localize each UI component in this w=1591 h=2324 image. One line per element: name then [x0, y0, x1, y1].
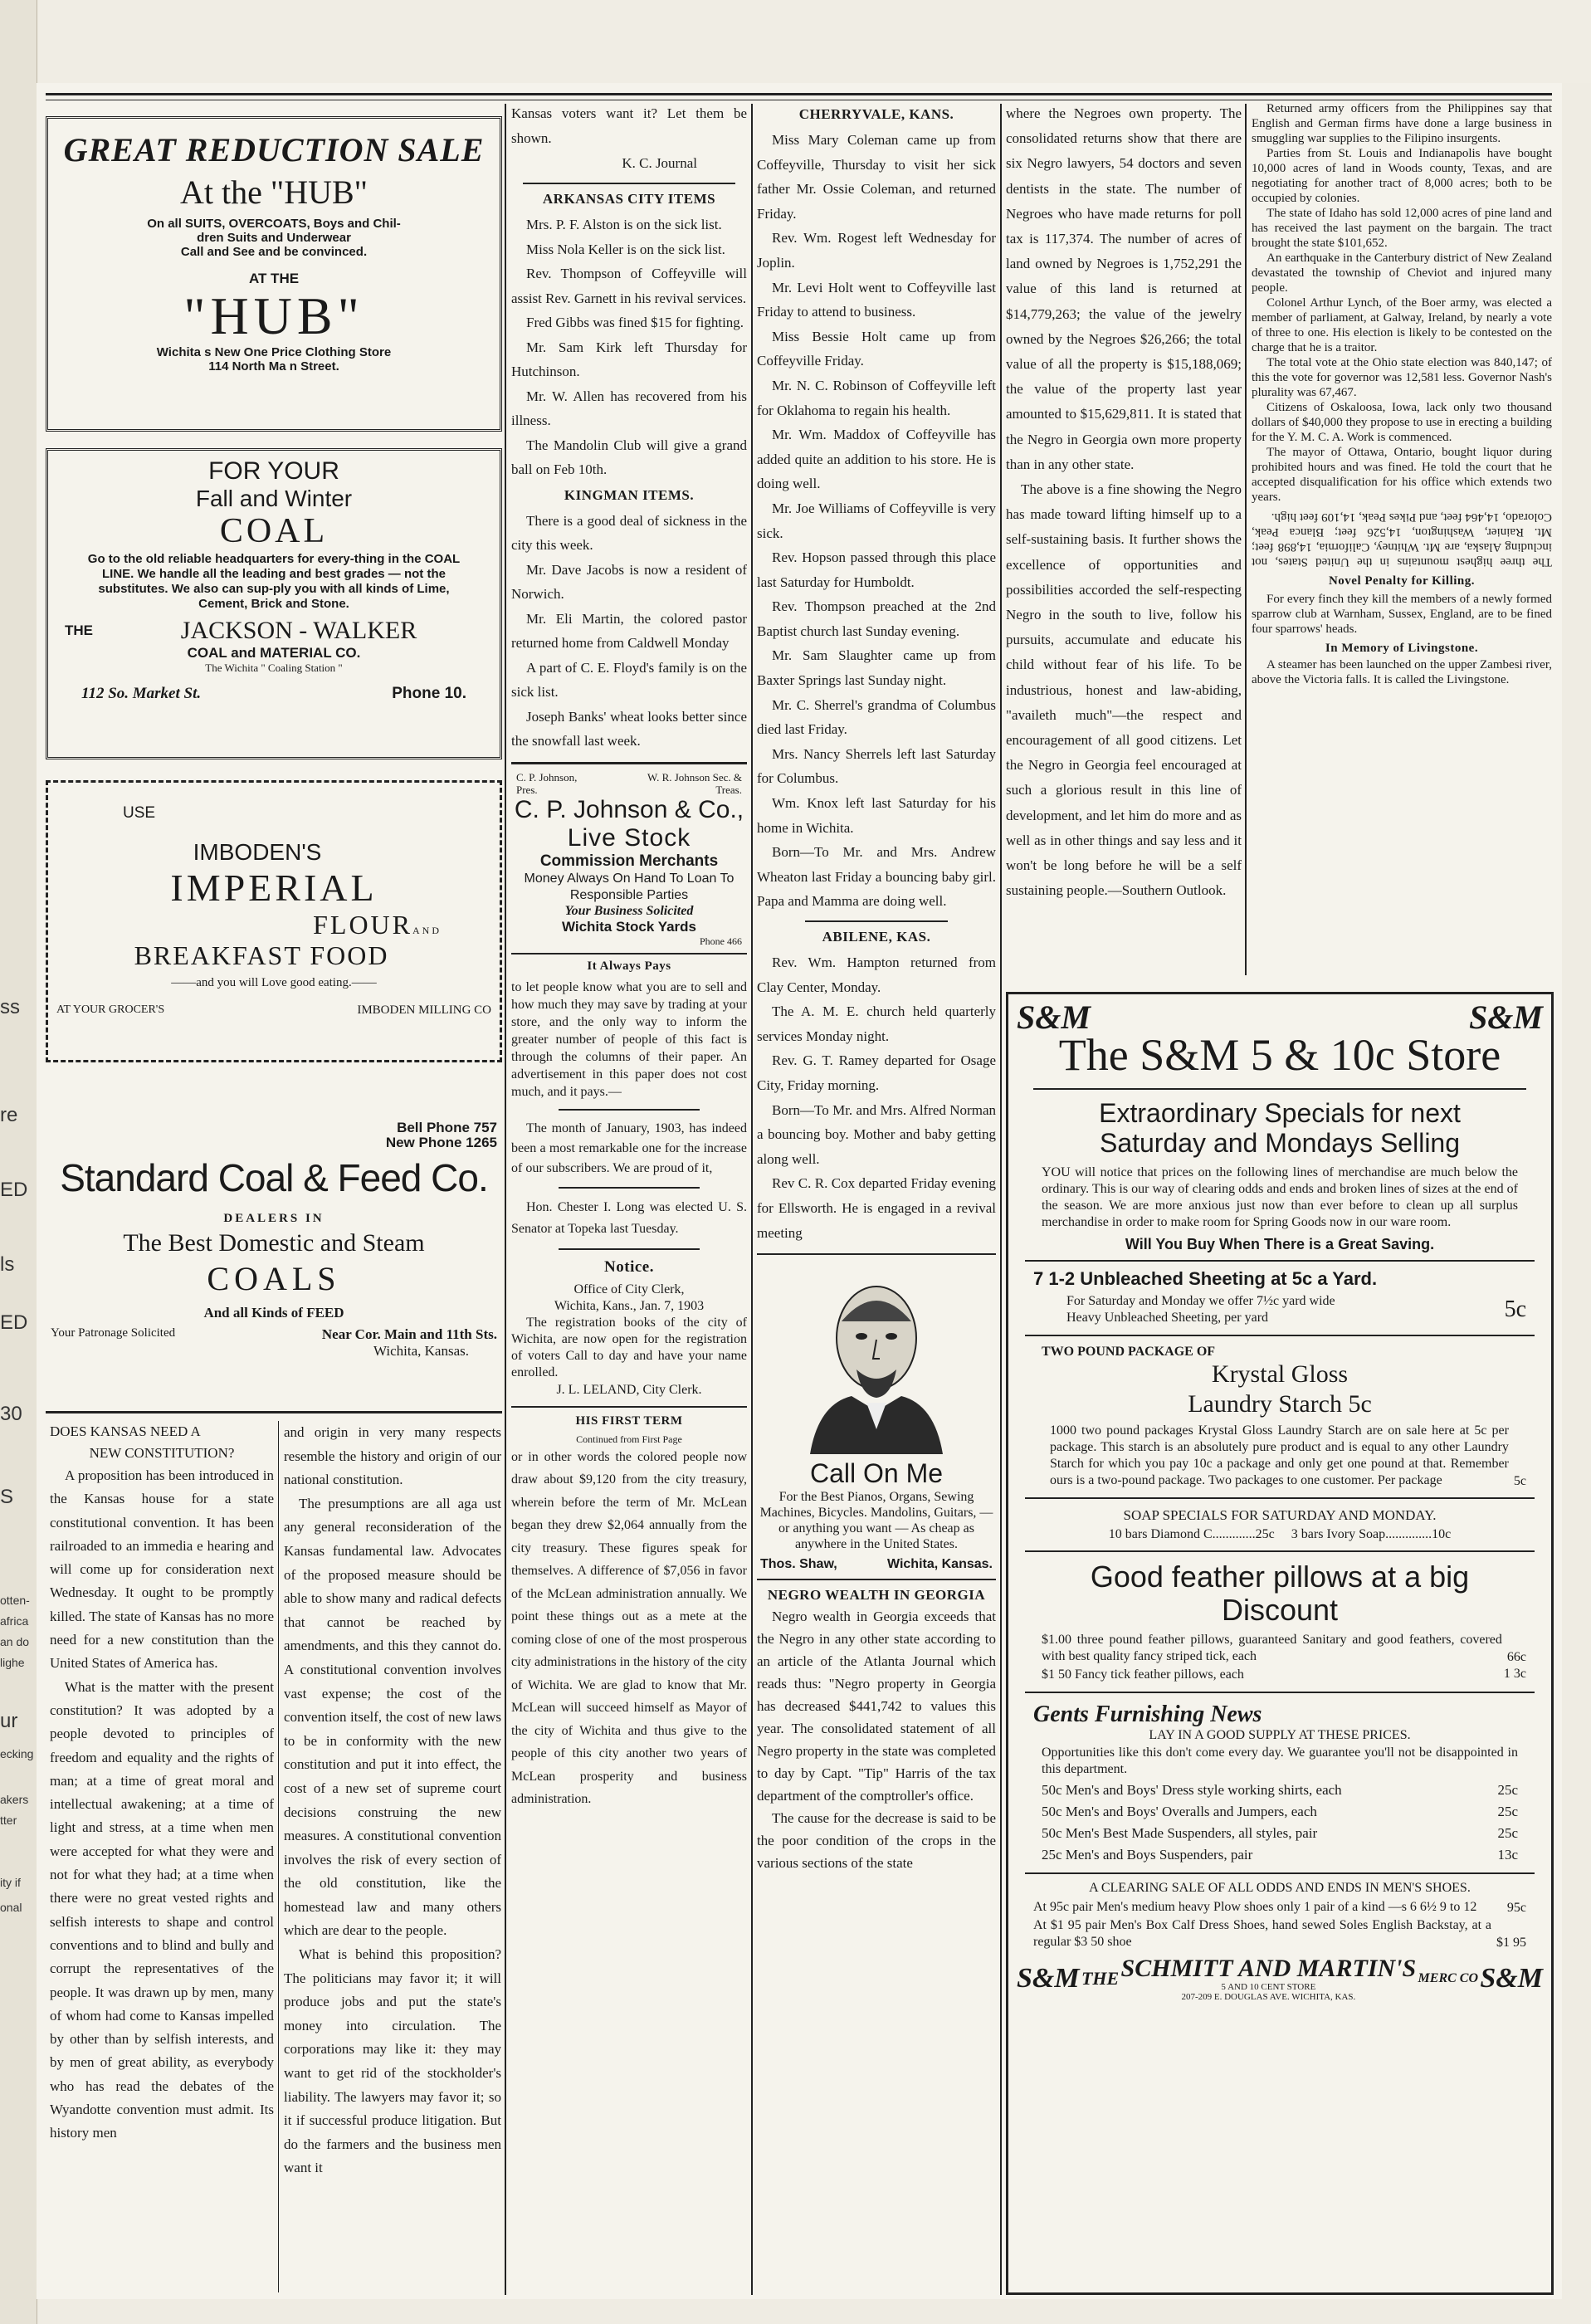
footer-merc: MERC CO: [1418, 1971, 1479, 1985]
news-brief-item: Citizens of Oskaloosa, Iowa, lack only two thousand dollars of $40,000 they propose to use in erecting a building for the Y. M. C. A. Work is commenced.: [1252, 401, 1552, 444]
gents-item: [1033, 1780, 1526, 1801]
abilene-item: Born—To Mr. and Mrs. Alfred Norman a bouncing boy. Mother and baby getting along well.: [757, 1101, 996, 1167]
kingman-heading: KINGMAN ITEMS.: [564, 486, 695, 503]
article-head2: NEW CONSTITUTION?: [89, 1445, 235, 1461]
standard-address: Near Cor. Main and 11th Sts.: [321, 1326, 497, 1342]
coal-station: The Wichita " Coaling Station ": [205, 662, 343, 674]
cherryvale-item: Miss Bessie Holt came up from Coffeyville Friday.: [757, 328, 996, 369]
edge-fragment: ur: [0, 1710, 18, 1732]
hub-line3: Call and See and be convinced.: [180, 245, 368, 259]
edge-fragment: S: [0, 1486, 14, 1508]
news-brief-item: An earthquake in the Canterbury district of New Zealand devastated the township of Cheviot and injured many people.: [1252, 251, 1552, 295]
cherryvale-item: Mr. C. Sherrel's grandma of Columbus died last Friday.: [757, 696, 996, 738]
gents-item-text: 25c Men's and Boys Suspenders, pair: [1042, 1847, 1253, 1863]
notice-body: The registration books of the city of Wichita, are now open for the registration of voters Call to day and have your name enrolled.: [511, 1315, 747, 1379]
standard-dealers: DEALERS IN: [223, 1212, 325, 1225]
coal-phone: Phone 10.: [392, 685, 466, 702]
gents-item: [1033, 1844, 1526, 1866]
sheet-price: 5c: [1504, 1296, 1526, 1322]
cherryvale-item: Rev. Hopson passed through this place last Saturday for Humboldt.: [757, 549, 996, 590]
flour-tagline: ——and you will Love good eating.——: [171, 976, 377, 989]
standard-coals: COALS: [207, 1260, 341, 1297]
gents-item: [1033, 1801, 1526, 1823]
livingstone-text: A steamer has been launched on the upper Zambesi river, above the Victoria falls. It is called the Livingstone.: [1252, 658, 1552, 686]
shaw-call: Call On Me: [809, 1458, 944, 1489]
cherryvale-item: Mrs. Nancy Sherrels left last Saturday for Columbus.: [757, 745, 996, 787]
sheet-line2: Heavy Unbleached Sheeting, per yard: [1066, 1311, 1269, 1325]
live-name: C. P. Johnson & Co.,: [514, 795, 744, 823]
article-paragraph-2: What is the matter with the present constitution? It was adopted by a people devoted to principles of freedom and equality and the rights of man; at a time of great moral and intellectual awakening; at a time of light and stress, at a time when men were accepted for what they were and not for what they had; at a time when there were no great vested rights and selfish interests to shape and control conventions and to blind and bully and corrupt the representatives of the people. It was drawn up by men, many of whom had come to Kansas impelled by other than by selfish interests, and by men of great ability, as everybody who has read the debates of the Wyandotte convention must admit. Its history men: [50, 1678, 274, 2141]
live-money: Money Always On Hand To Loan To Responsible Parties: [524, 871, 734, 902]
hub-store: Wichita s New One Price Clothing Store: [156, 345, 392, 359]
footer-badge-left: S&M: [1017, 1963, 1080, 1994]
coal-fall-winter: Fall and Winter: [195, 486, 353, 511]
cherryvale-item: Mr. Wm. Maddox of Coffeyville has added quite an addition to his store. He is doing well.: [757, 427, 996, 492]
article-top-rule: [46, 1411, 502, 1413]
gents-item-price: 25c: [1497, 1782, 1518, 1798]
flour-grocer: AT YOUR GROCER'S: [56, 1003, 165, 1016]
imboden-flour-ad: [46, 780, 502, 1062]
wealth-heading: NEGRO WEALTH IN GEORGIA: [767, 1587, 986, 1604]
gents-item-text: 50c Men's and Boys' Overalls and Jumpers, each: [1042, 1804, 1317, 1819]
edge-fragment: africa: [0, 1614, 29, 1628]
gents-item-text: 50c Men's Best Made Suspenders, all styles, pair: [1042, 1825, 1318, 1841]
sm-title: The S&M 5 & 10c Store: [1058, 1030, 1501, 1080]
footer-badge-right: S&M: [1480, 1963, 1543, 1994]
term-text: or in other words the colored people now draw about $9,120 from the city treasury, wherein before the term of Mr. McLean began they drew $2,064 annually from the city treasury. These figures speak for themselves. A difference of $7,056 in favor of the McLean administration annually. We point these things out as a mete at the coming close of one of the most prosperous city administrations in the history of the city of Wichita. We are glad to know that Mr. McLean will succeed himself as Mayor of the city of Wichita and thus give to the people of this city another two years of McLean prosperity and business administration.: [511, 1449, 747, 1806]
sm-badge-right: S&M: [1469, 998, 1543, 1036]
cherryvale-item: Born—To Mr. and Mrs. Andrew Wheaton last Friday a bouncing baby girl. Papa and Mamma are doing well.: [757, 844, 996, 910]
arkansas-item: Rev. Thompson of Coffeyville will assist Rev. Garnett in his revival services.: [511, 266, 747, 306]
term-continued: Continued from First Page: [576, 1433, 682, 1445]
flour-flour: FLOUR: [313, 910, 412, 940]
live-pres: C. P. Johnson, Pres.: [516, 770, 578, 796]
column-georgia-continued: [1006, 101, 1242, 981]
gents-body: Opportunities like this don't come every day. We guarantee you'll not be disappointed in this department.: [1042, 1745, 1518, 1776]
column-news-briefs: [1252, 101, 1552, 981]
live-stock: Live Stock: [567, 823, 691, 852]
cherryvale-heading: CHERRYVALE, KANS.: [798, 106, 954, 122]
arkansas-city-heading: ARKANSAS CITY ITEMS: [542, 191, 716, 207]
article-kansas-continued: [284, 1421, 501, 2180]
sm-buy: Will You Buy When There is a Great Saving.: [1125, 1236, 1435, 1252]
kingman-item: Joseph Banks' wheat looks better since the snowfall last week.: [511, 708, 747, 749]
news-brief-item: Parties from St. Louis and Indianapolis have bought 10,000 acres of land in Woods county, Texas, and are negotiating for another tract of 8,000 acres; both to be occupied by colonies.: [1252, 147, 1552, 205]
notice-sig: J. L. LELAND, City Clerk.: [556, 1382, 702, 1397]
starch-price-line: Laundry Starch 5c: [1188, 1390, 1372, 1418]
sm-extra2: Saturday and Mondays Selling: [1099, 1128, 1461, 1158]
arkansas-city-list: [511, 212, 747, 482]
kc-journal-sig: K. C. Journal: [622, 155, 697, 171]
kingman-item: A part of C. E. Floyd's family is on the sick list.: [511, 659, 747, 700]
hub-ad: [46, 116, 502, 432]
article-head1: DOES KANSAS NEED A: [50, 1423, 201, 1439]
cherryvale-item: Rev. Thompson preached at the 2nd Baptist church last Sunday evening.: [757, 598, 996, 639]
news-brief-item: The total vote at the Ohio state election was 840,147; of this the vote for governor was 12,581 less. Governor Nash's plurality was 67,467.: [1252, 356, 1552, 399]
cherryvale-item: Rev. Wm. Rogest left Wednesday for Joplin.: [757, 230, 996, 271]
pays-heading: It Always Pays: [587, 959, 671, 973]
pillow-b: $1 50 Fancy tick feather pillows, each: [1042, 1667, 1244, 1682]
column-rule-4: [1245, 104, 1247, 975]
edge-fragment: ls: [0, 1253, 15, 1276]
coal-company-sub: COAL and MATERIAL CO.: [187, 645, 361, 661]
soap-item-2: 3 bars Ivory Soap..............10c: [1291, 1527, 1452, 1541]
starch-body: 1000 two pound packages Krystal Gloss Laundry Starch are on sale here at 5c per package. This starch is an absolutely pure product and is equal to any other Laundry Starch for which you pay 10c a package and only get one pound at that. Remember ours is a two-pound package. Two packages to one customer. Per package: [1050, 1423, 1509, 1487]
notice-heading: Notice.: [604, 1257, 654, 1276]
gents-sub: LAY IN A GOOD SUPPLY AT THESE PRICES.: [1149, 1728, 1411, 1742]
live-solicited: Your Business Solicited: [564, 903, 694, 918]
kingman-item: Mr. Eli Martin, the colored pastor returned home from Caldwell Monday: [511, 610, 747, 651]
starch-name: Krystal Gloss: [1211, 1360, 1349, 1388]
article-kansas-constitution: [50, 1421, 274, 2146]
live-commission: Commission Merchants: [539, 852, 719, 870]
georgia-paragraph-1: where the Negroes own property. The consolidated returns show that there are six Negro lawyers, 54 doctors and seven dentists in the state. The number of Negroes who have made returns for poll tax is 117,374. The number of acres of land owned by Negroes is 1,752,291 the value of this land is returned at $14,779,263; the value of the jewelry owned by the Negroes $26,266; the total value of all the property is $15,188,069; the value of the property last year amounted to $15,629,811. It is stated that the Negro in Georgia own more property than in any other state.: [1006, 105, 1242, 472]
article-split-rule: [278, 1421, 279, 2292]
shoes-a-price: 95c: [1506, 1901, 1526, 1915]
long-text: Hon. Chester I. Long was elected U. S. Senator at Topeka last Tuesday.: [511, 1199, 747, 1236]
shaw-ad: [757, 1263, 996, 1572]
pillow-heading2: Discount: [1221, 1593, 1339, 1627]
edge-fragment: akers: [0, 1793, 29, 1806]
flour-and: AND: [412, 925, 442, 936]
coal-for-your: FOR YOUR: [208, 457, 339, 485]
cherryvale-item: Wm. Knox left last Saturday for his home in Wichita.: [757, 795, 996, 836]
flour-mill: IMBODEN MILLING CO: [357, 1003, 491, 1017]
novel-heading: Novel Penalty for Killing.: [1328, 574, 1476, 588]
hub-line2: dren Suits and Underwear: [197, 231, 351, 245]
gents-item-price: 13c: [1497, 1847, 1518, 1863]
col2-paragraph-1: and origin in very many respects resemble the history and origin of our national constitution.: [284, 1424, 501, 1488]
edge-fragment: lighe: [0, 1656, 25, 1669]
gents-item-text: 50c Men's and Boys' Dress style working shirts, each: [1042, 1782, 1342, 1798]
wealth-text-2: The cause for the decrease is said to be the poor condition of the crops in the various sections of the state: [757, 1810, 996, 1872]
left-page-edge: [0, 0, 37, 2324]
edge-fragment: tter: [0, 1814, 17, 1827]
starch-heading: TWO POUND PACKAGE OF: [1042, 1345, 1216, 1359]
edge-fragment: 30: [0, 1403, 22, 1425]
news-brief-item: Returned army officers from the Philippines say that English and German firms have done a large business in smuggling war supplies to the Filipino insurgents.: [1252, 102, 1552, 145]
gents-item-price: 25c: [1497, 1825, 1518, 1841]
live-phone: Phone 466: [700, 935, 742, 947]
edge-fragment: an do: [0, 1635, 30, 1648]
news-brief-item: Colonel Arthur Lynch, of the Boer army, was elected a member of parliament, at Galway, Ireland, by nearly a vote of three to one. His election is likely to be contested on the charge that he is a traitor.: [1252, 296, 1552, 354]
col2-paragraph-2: The presumptions are all aga ust any general reconsideration of the Kansas fundamental law. Advocates of the proposed measure should be able to show many and radical defects that cannot be reached by amendments, and this they cannot do. A constitutional convention involves vast expense; the cost of the convention itself, the cost of new laws to be in conformity with the new constitution and put it into effect, the cost of a new set of supreme court decisions construing the new measures. A constitutional convention involves the risk of every section of the old constitution, like the homestead law and many others which are dear to the people.: [284, 1495, 501, 1939]
standard-coal-ad: [46, 1120, 502, 1378]
edge-fragment: onal: [0, 1901, 22, 1914]
january-text: The month of January, 1903, has indeed been a most remarkable one for the increase of our subscribers. We are proud of it,: [511, 1120, 747, 1175]
kingman-item: Mr. Dave Jacobs is now a resident of Norwich.: [511, 561, 747, 602]
edge-fragment: ecking: [0, 1747, 34, 1760]
edge-fragment: ED: [0, 1179, 28, 1201]
column-rule-2: [751, 104, 753, 2295]
shaw-name: Thos. Shaw,: [760, 1557, 837, 1572]
coal-company-name: JACKSON - WALKER: [180, 617, 417, 644]
coal-heading: COAL: [219, 512, 329, 550]
flour-brand: IMBODEN'S: [193, 839, 322, 865]
hub-title: GREAT REDUCTION SALE: [63, 131, 485, 168]
hub-line1: On all SUITS, OVERCOATS, Boys and Chil-: [147, 217, 401, 231]
abilene-heading: ABILENE, KAS.: [822, 929, 931, 945]
news-brief-item: The state of Idaho has sold 12,000 acres of pine land and has received the last payment on the bargain. The tract brought the state $101,652.: [1252, 207, 1552, 250]
arkansas-item: The Mandolin Club will give a grand ball on Feb 10th.: [511, 437, 747, 477]
news-brief-list: [1252, 101, 1552, 505]
abilene-item: The A. M. E. church held quarterly services Monday night.: [757, 1003, 996, 1044]
flour-imperial: IMPERIAL: [170, 867, 378, 909]
top-rule: [46, 93, 1552, 95]
shoes-heading: A CLEARING SALE OF ALL ODDS AND ENDS IN MEN'S SHOES.: [1089, 1881, 1471, 1895]
notice-line1: Office of City Clerk,: [573, 1282, 685, 1296]
live-yards: Wichita Stock Yards: [561, 918, 697, 935]
edge-fragment: ity if: [0, 1876, 21, 1889]
cherryvale-item: Mr. Sam Slaughter came up from Baxter Springs last Sunday night.: [757, 647, 996, 689]
column-kansas-items: [511, 101, 747, 1811]
arkansas-item: Mr. W. Allen has recovered from his illness.: [511, 388, 747, 428]
soap-heading: SOAP SPECIALS FOR SATURDAY AND MONDAY.: [1123, 1507, 1437, 1523]
gents-items: [1008, 1780, 1551, 1866]
standard-city: Wichita, Kansas.: [373, 1343, 469, 1359]
hub-subtitle: At the "HUB": [180, 173, 368, 211]
column-rule-3: [1000, 104, 1002, 2295]
standard-best: The Best Domestic and Steam: [123, 1229, 425, 1257]
footer-the: THE: [1081, 1968, 1120, 1989]
wealth-text: Negro wealth in Georgia exceeds that the Negro in any other state according to an article of the Atlanta Journal which reads thus: "Negro property in Georgia has decreased $441,742 to values this year. The consolidated statement of all Negro property in the state was completed to day by Capt. "Tip" Harris of the tax department of the comptroller's office.: [757, 1609, 996, 1804]
flour-breakfast: BREAKFAST FOOD: [134, 940, 389, 970]
pays-text: to let people know what you are to sell and how much they may save by trading at your store, and the only way to inform the greater number of people of this fact is through the columns of their paper. An advertisement in this paper does not cost much, and it pays.—: [511, 979, 747, 1099]
sm-intro: YOU will notice that prices on the following lines of merchandise are much below the ordinary. This is our way of clearing odds and ends and broken lines of sizes at the end of the season. We are more anxious just now than ever before to clean up all surplus merchandise in order to make room for Spring Goods now in our ware room.: [1042, 1165, 1518, 1229]
column-cherryvale: [757, 101, 996, 1874]
col2-paragraph-3: What is behind this proposition? The politicians may favor it; it will produce jobs and put the state's money into circulation. The corporations may like it: they may want to get rid of the stockholder's liability. The lawyers may favor it; so it if successful produce litigation. But do the farmers and the business men want it: [284, 1946, 501, 2176]
arkansas-item: Fred Gibbs was fined $15 for fighting.: [526, 315, 744, 330]
hub-address: 114 North Ma n Street.: [208, 359, 339, 374]
arkansas-item: Miss Nola Keller is on the sick list.: [526, 241, 725, 257]
term-heading: HIS FIRST TERM: [575, 1413, 683, 1428]
cherryvale-item: Mr. N. C. Robinson of Coffeyville left for Oklahoma to regain his health.: [757, 377, 996, 418]
page-top-margin: [0, 0, 1591, 83]
edge-fragment: re: [0, 1104, 18, 1126]
cherryvale-list: [757, 128, 996, 914]
cherryvale-item: Miss Mary Coleman came up from Coffeyville, Thursday to visit her sick father Mr. Ossie Coleman, and returned Friday.: [757, 132, 996, 222]
shoes-a: At 95c pair Men's medium heavy Plow shoes only 1 pair of a kind —s 6 6½ 9 to 12: [1033, 1900, 1477, 1914]
shoes-b-price: $1 95: [1496, 1936, 1526, 1950]
notice-line2: Wichita, Kans., Jan. 7, 1903: [554, 1298, 705, 1313]
standard-patronage: Your Patronage Solicited: [51, 1326, 176, 1340]
footer-address: 207-209 E. DOUGLAS AVE. WICHITA, KAS.: [1181, 1992, 1356, 2002]
edge-fragment: otten-: [0, 1594, 30, 1607]
sheet-line1: For Saturday and Monday we offer 7½c yard wide: [1066, 1294, 1335, 1308]
jackson-walker-coal-ad: [46, 448, 502, 759]
sm-badge-left: S&M: [1017, 998, 1091, 1036]
hub-name: "HUB": [183, 286, 364, 345]
footer-name: SCHMITT AND MARTIN'S: [1120, 1955, 1417, 1982]
hub-at-the: AT THE: [248, 271, 300, 286]
arkansas-item: Mrs. P. F. Alston is on the sick list.: [526, 217, 722, 232]
edge-fragment: ED: [0, 1311, 28, 1334]
gents-item-price: 25c: [1497, 1804, 1518, 1819]
abilene-item: Rev C. R. Cox departed Friday evening for Ellsworth. He is engaged in a revival meeting: [757, 1175, 996, 1241]
shoes-b: At $1 95 pair Men's Box Calf Dress Shoes, hand sewed Soles English Backstay, at a regular $3 50 shoe: [1033, 1918, 1491, 1949]
sheet-heading: 7 1-2 Unbleached Sheeting at 5c a Yard.: [1033, 1268, 1378, 1289]
edge-fragment: ss: [0, 996, 20, 1018]
live-sec: W. R. Johnson Sec. & Treas.: [647, 770, 742, 796]
georgia-paragraph-2: The above is a fine showing the Negro has made toward lifting himself up to a self-sustaining basis. It further shows the excellence of opportunities and possibilities accorded the self-respecting Negro in the south to live, follow his pursuits, accumulate and educate his child without fear of his life. To be industrious, honest and law-abiding, "availeth much"—the respect and encouragement of all good citizens. Let the Negro in Georgia feel encouraged at such a glorious result in this line of development, and let him do more and as well as in other things and say less and it won't be long before he will be a self sustaining people.—Southern Outlook.: [1006, 481, 1242, 899]
sm-extra1: Extraordinary Specials for next: [1099, 1098, 1461, 1128]
inverted-item: The three highest mountains in the United States, not including Alaska, are Mt. Whitney, California, 14,898 feet; Mt. Rainier, Washington, 14,526 feet; Blanca Peak, Colorado, 14,464 feet, and Pikes Peak, 14,109 feet high.: [1252, 510, 1552, 569]
livingstone-heading: In Memory of Livingstone.: [1325, 642, 1479, 655]
arkansas-item: Mr. Sam Kirk left Thursday for Hutchinson.: [511, 339, 747, 379]
abilene-item: Rev. Wm. Hampton returned from Clay Center, Monday.: [757, 954, 996, 995]
johnson-live-stock-ad: [511, 768, 747, 948]
cherryvale-item: Mr. Joe Williams of Coffeyville is very sick.: [757, 500, 996, 541]
standard-bell-phone: Bell Phone 757: [397, 1120, 497, 1135]
coal-address: 112 So. Market St.: [81, 685, 202, 702]
standard-name: Standard Coal & Feed Co.: [60, 1156, 488, 1199]
kingman-item: There is a good deal of sickness in the city this week.: [511, 512, 747, 553]
abilene-list: [757, 950, 996, 1245]
standard-feed: And all Kinds of FEED: [203, 1305, 344, 1321]
news-brief-item: The mayor of Ottawa, Ontario, bought liquor during prohibited hours and was fined. He told the court that he accepted disqualification for his office which extends two years.: [1252, 446, 1552, 504]
cherryvale-item: Mr. Levi Holt went to Coffeyville last Friday to attend to business.: [757, 279, 996, 320]
starch-price: 5c: [1513, 1474, 1526, 1488]
novel-text: For every finch they kill the members of a newly formed sparrow club at Warnham, Sussex, England, are to be fined four sparrows' heads.: [1252, 593, 1552, 636]
gents-item: [1033, 1823, 1526, 1844]
pillow-heading1: Good feather pillows at a big: [1090, 1560, 1470, 1594]
article-paragraph-1: A proposition has been introduced in the Kansas house for a state constitutional convention. It has been railroaded to an immedia e hearing and will come up for consideration next Wednesday. It ought to be promptly killed. The state of Kansas has no more need for a new constitution than the United States of America has.: [50, 1467, 274, 1672]
pillow-a-price: 66c: [1506, 1650, 1526, 1664]
gents-heading: Gents Furnishing News: [1033, 1702, 1262, 1727]
coal-the: THE: [65, 622, 93, 638]
soap-item-1: 10 bars Diamond C.............25c: [1108, 1527, 1275, 1541]
portrait-illustration: [793, 1263, 959, 1454]
coal-body: Go to the old reliable headquarters for every-thing in the COAL LINE. We handle all the leading and best grades — not the substitutes. We also can sup-ply you with all kinds of Lime, Cement, Brick and Stone.: [87, 552, 461, 611]
sm-store-ad: [1006, 992, 1554, 2295]
kc-journal-text: Kansas voters want it? Let them be shown.: [511, 105, 747, 146]
shaw-city: Wichita, Kansas.: [886, 1557, 993, 1572]
standard-new-phone: New Phone 1265: [385, 1135, 497, 1150]
pillow-a: $1.00 three pound feather pillows, guaranteed Sanitary and good feathers, covered with best quality fancy striped tick, each: [1042, 1633, 1502, 1663]
abilene-item: Rev. G. T. Ramey departed for Osage City, Friday morning.: [757, 1052, 996, 1093]
column-rule-1: [505, 104, 506, 2295]
kingman-list: [511, 509, 747, 754]
pillow-b-price: 1 3c: [1503, 1667, 1526, 1681]
shaw-body: For the Best Pianos, Organs, Sewing Machines, Bicycles. Mandolins, Guitars, — or anything you want — As cheap as anywhere in the United States.: [759, 1490, 993, 1552]
flour-use: USE: [123, 804, 156, 822]
footer-sub: 5 AND 10 CENT STORE: [1221, 1982, 1316, 1992]
